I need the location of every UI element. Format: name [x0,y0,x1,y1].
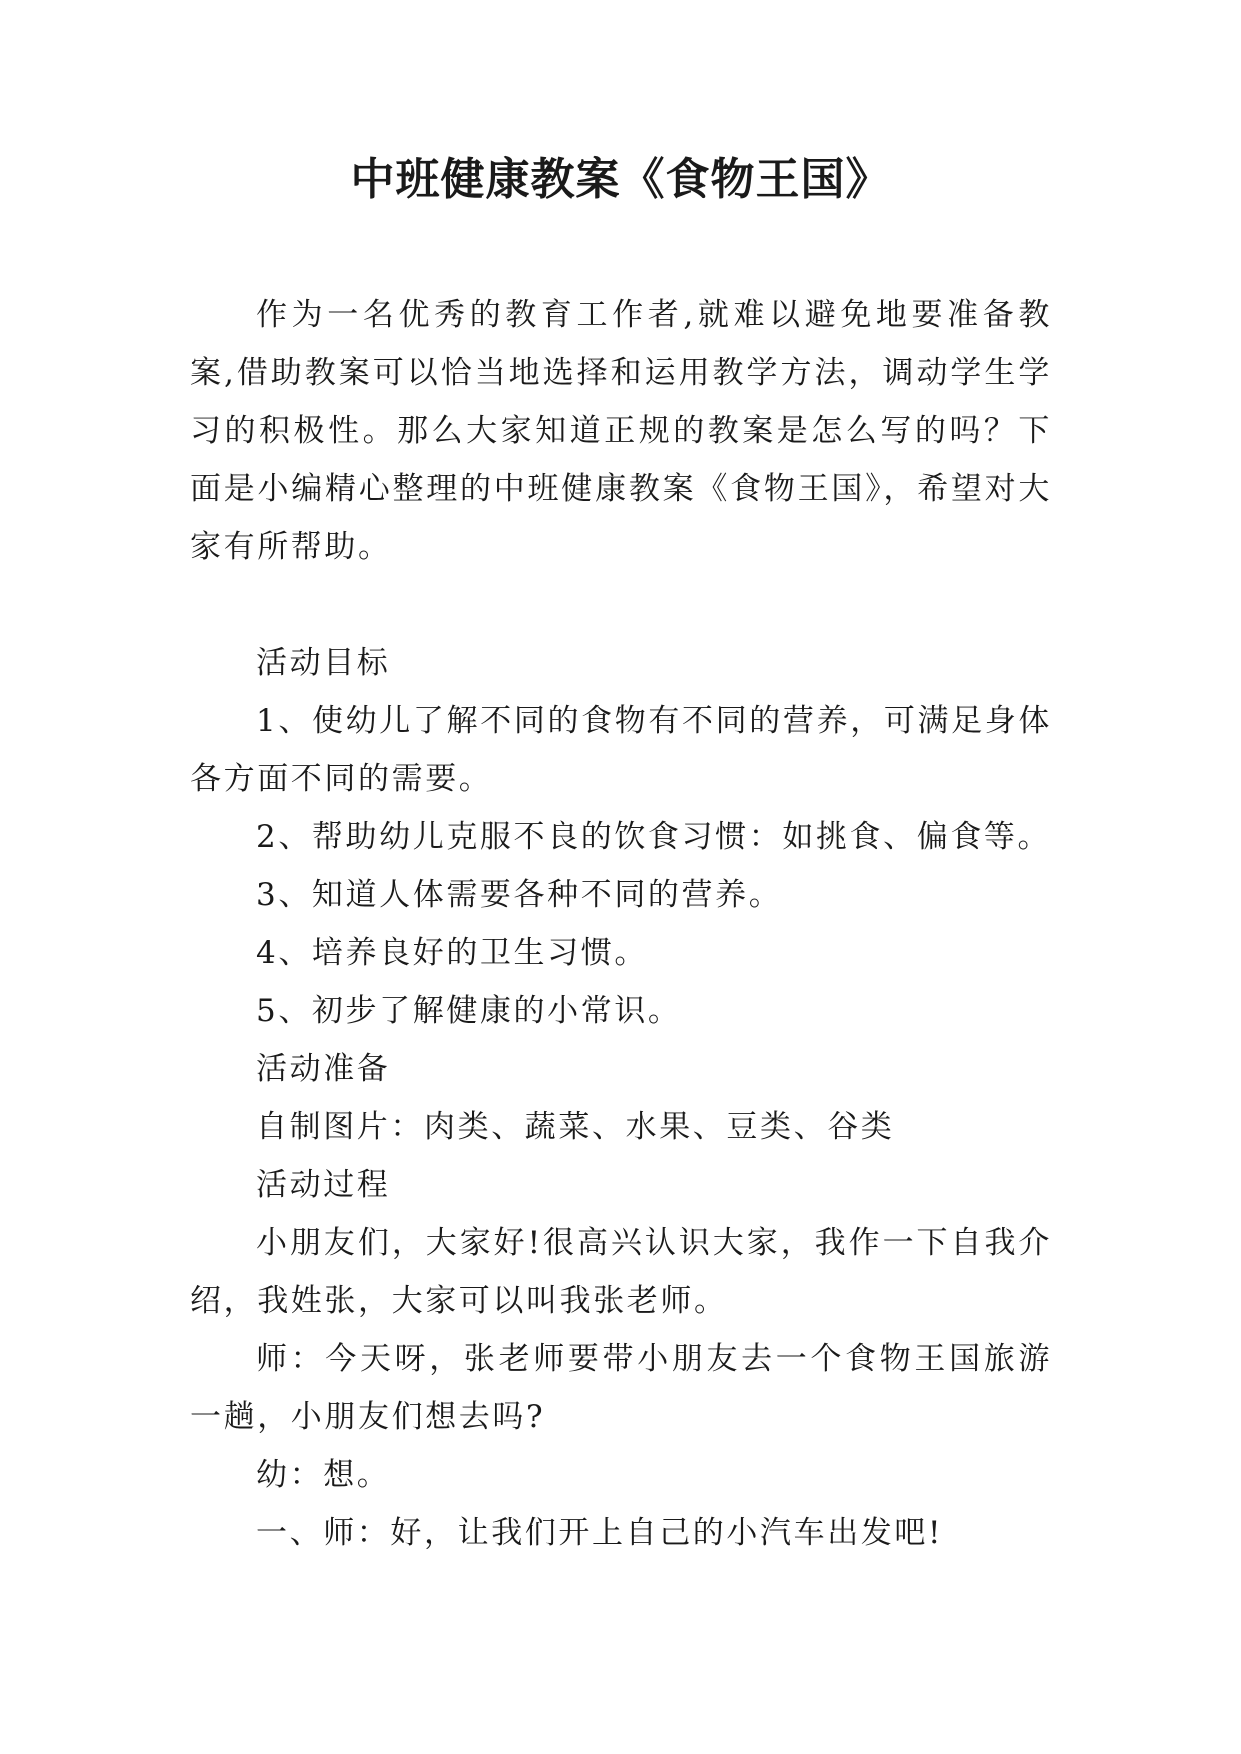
section-heading-goals: 活动目标 [256,645,391,681]
preparation-text: 自制图片：肉类、蔬菜、水果、豆类、谷类 [256,1109,895,1145]
goal-item-1: 1、使幼儿了解不同的食物有不同的营养，可满足身体各方面不同的需要。 [190,703,1052,797]
process-paragraph: 师：今天呀，张老师要带小朋友去一个食物王国旅游一趟，小朋友们想去吗? [190,1341,1052,1435]
process-paragraph: 小朋友们，大家好!很高兴认识大家，我作一下自我介绍，我姓张，大家可以叫我张老师。 [190,1225,1052,1319]
process-paragraph: 幼：想。 [256,1457,391,1493]
paragraph-gap [190,576,1052,634]
section-heading-preparation: 活动准备 [256,1051,391,1087]
section-heading-process: 活动过程 [256,1167,391,1203]
document-title: 中班健康教案《食物王国》 [350,154,891,205]
intro-paragraph: 作为一名优秀的教育工作者,就难以避免地要准备教案,借助教案可以恰当地选择和运用教学方法，调动学生学习的积极性。那么大家知道正规的教案是怎么写的吗？下面是小编精心整理的中班健康教案《食物王国》，希望对大家有所帮助。 [190,297,1052,565]
goal-item-4: 4、培养良好的卫生习惯。 [256,935,648,971]
goal-item-2: 2、帮助幼儿克服不良的饮食习惯：如挑食、偏食等。 [256,819,1052,855]
process-paragraph: 一、师：好，让我们开上自己的小汽车出发吧! [256,1515,944,1551]
document-body [190,286,1052,1562]
goal-item-3: 3、知道人体需要各种不同的营养。 [256,877,783,913]
goal-item-5: 5、初步了解健康的小常识。 [256,993,682,1029]
